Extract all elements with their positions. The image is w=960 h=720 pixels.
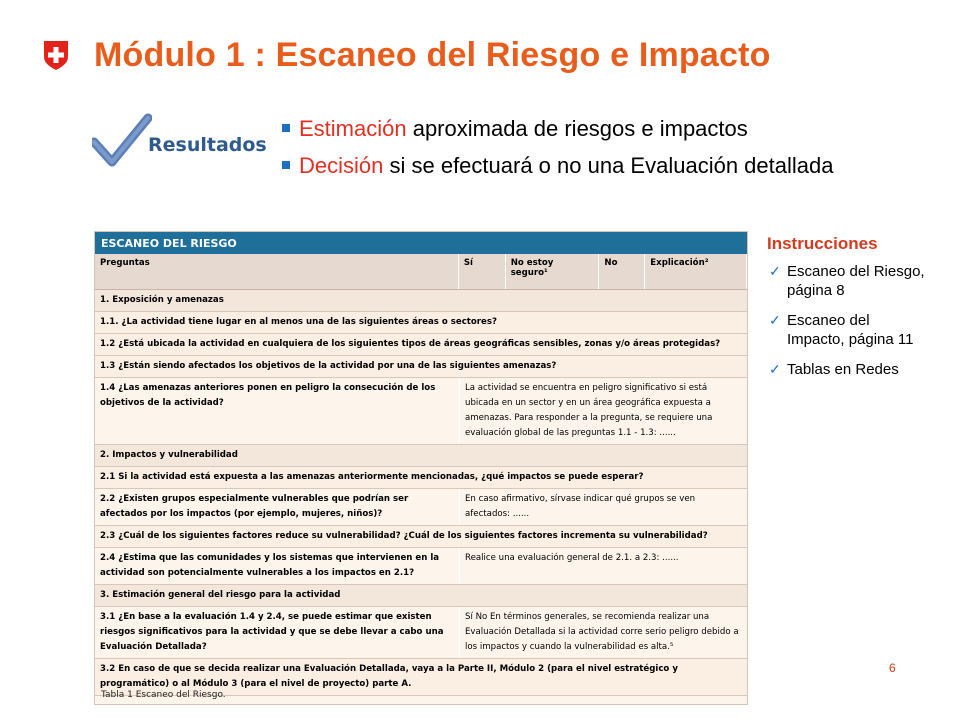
instruction-item: [767, 360, 927, 379]
bullet-highlight: Decisión: [299, 153, 384, 178]
table-row: 1. Exposición y amenazas: [95, 290, 747, 312]
table-row: 1.3 ¿Están siendo afectados los objetivos de la actividad por una de las siguientes amenazas?: [95, 356, 747, 378]
results-badge: [92, 112, 272, 174]
bullet-item: [282, 151, 882, 181]
checkmark-icon: [92, 112, 152, 174]
table-row: [95, 489, 747, 526]
bullet-item: [282, 114, 882, 144]
table-cell-explanation: Sí No En términos generales, se recomienda realizar una Evaluación Detallada si la actividad corre serio peligro debido a los impactos y cuando la vulnerabilidad es alta.⁵: [465, 612, 739, 652]
table-cell-explanation: La actividad se encuentra en peligro significativo si está ubicada en un sector y en un área geográfica expuesta a amenazas. Para responder a la pregunta, se requiere una evaluación global de las preguntas 1.1 - 1.3: ......: [465, 383, 713, 438]
bullet-text: aproximada de riesgos e impactos: [406, 116, 748, 141]
column-header: No: [599, 254, 645, 289]
column-header: No estoy seguro¹: [506, 254, 600, 289]
checkmark-icon: ✓: [769, 263, 781, 279]
table-cell-explanation: Realice una evaluación general de 2.1. a 2.3: ......: [465, 553, 679, 563]
table-row: 2.3 ¿Cuál de los siguientes factores reduce su vulnerabilidad? ¿Cuál de los siguientes factores incrementa su vulnerabilidad?: [95, 526, 747, 548]
page-number: 6: [889, 661, 896, 675]
checkmark-icon: ✓: [769, 312, 781, 328]
table-row: 1.1. ¿La actividad tiene lugar en al menos una de las siguientes áreas o sectores?: [95, 312, 747, 334]
swiss-flag-icon: [40, 39, 72, 71]
table-row: 3.2 En caso de que se decida realizar una Evaluación Detallada, vaya a la Parte II, Módulo 2 (para el nivel estratégico y programático) o al Módulo 3 (para el nivel de proyecto) parte A.: [95, 659, 747, 696]
instructions-title: Instrucciones: [767, 234, 878, 253]
table-row: 1.2 ¿Está ubicada la actividad en cualquiera de los siguientes tipos de áreas geográficas sensibles, zonas y/o áreas protegidas?: [95, 334, 747, 356]
table-row: 3. Estimación general del riesgo para la actividad: [95, 585, 747, 607]
table-cell-question: 3.1 ¿En base a la evaluación 1.4 y 2.4, se puede estimar que existen riesgos significativos para la actividad y que se debe llevar a cabo una Evaluación Detallada?: [95, 607, 460, 658]
bullet-list: [282, 114, 882, 188]
bullet-highlight: Estimación: [299, 116, 407, 141]
table-cell-question: 1.4 ¿Las amenazas anteriores ponen en peligro la consecución de los objetivos de la actividad?: [95, 378, 460, 444]
table-cell-explanation: En caso afirmativo, sírvase indicar qué grupos se ven afectados: ......: [465, 494, 696, 519]
table-row: [95, 607, 747, 659]
bullet-square-icon: [282, 124, 290, 132]
table-caption: Tabla 1 Escaneo del Riesgo.: [101, 690, 226, 700]
column-header: Preguntas: [95, 254, 459, 289]
table-cell-question: 2.2 ¿Existen grupos especialmente vulnerables que podrían ser afectados por los impactos (por ejemplo, mujeres, niños)?: [95, 489, 460, 525]
instructions-panel: [767, 234, 927, 390]
table-row: [95, 548, 747, 585]
bullet-square-icon: [282, 161, 290, 169]
instruction-item: [767, 262, 927, 300]
table-header: ESCANEO DEL RIESGO: [95, 232, 747, 254]
bullet-text: si se efectuará o no una Evaluación detallada: [383, 153, 834, 178]
checkmark-icon: ✓: [769, 361, 781, 377]
instruction-text: Escaneo del Riesgo, página 8: [787, 263, 925, 299]
column-header: Sí: [459, 254, 506, 289]
instruction-item: [767, 311, 927, 349]
page-title: Módulo 1 : Escaneo del Riesgo e Impacto: [94, 35, 771, 74]
table-row: [95, 378, 747, 445]
instruction-text: Tablas en Redes: [787, 361, 899, 378]
table-column-headers: [95, 254, 747, 290]
table-row: 2.1 Si la actividad está expuesta a las amenazas anteriormente mencionadas, ¿qué impactos se puede esperar?: [95, 467, 747, 489]
column-header: Explicación²: [645, 254, 747, 289]
title-bar: [40, 30, 771, 80]
table-cell-question: 2.4 ¿Estima que las comunidades y los sistemas que intervienen en la actividad son potencialmente vulnerables a los impactos en 2.1?: [95, 548, 460, 584]
table-row: 2. Impactos y vulnerabilidad: [95, 445, 747, 467]
risk-scan-table: [94, 231, 748, 705]
results-label: Resultados: [148, 134, 267, 156]
instruction-text: Escaneo del Impacto, página 11: [787, 312, 914, 348]
